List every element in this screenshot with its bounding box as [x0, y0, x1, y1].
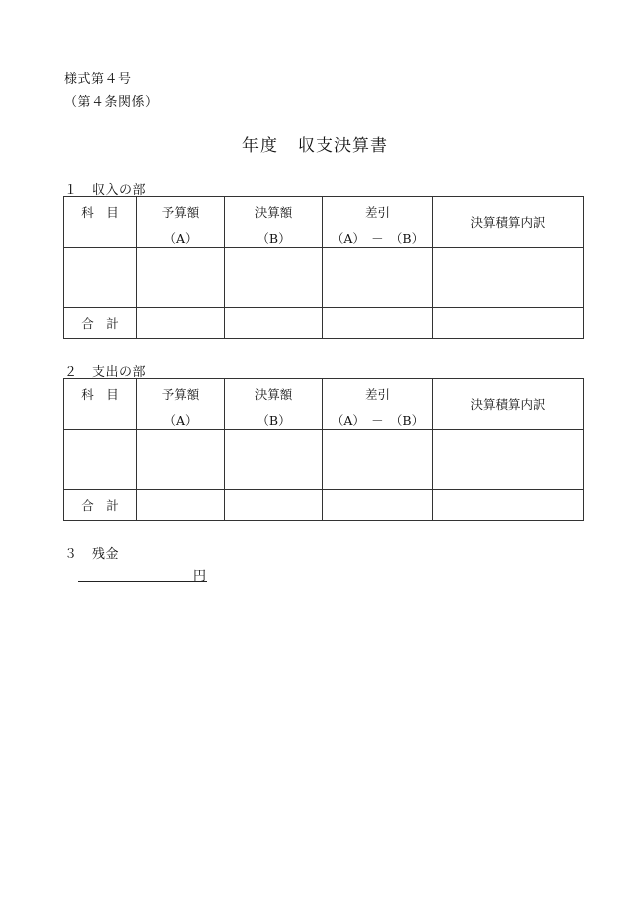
difference-cell[interactable]	[323, 430, 433, 490]
table-header-row	[64, 379, 584, 430]
total-label: 合 計	[64, 490, 137, 521]
total-row	[64, 308, 584, 339]
header-item: 科 目	[64, 197, 137, 248]
total-difference-cell[interactable]	[323, 490, 433, 521]
income-table	[63, 196, 584, 339]
header-budget	[137, 197, 225, 248]
form-relation: （第４条関係）	[64, 95, 159, 110]
header-breakdown: 決算積算内訳	[433, 197, 584, 248]
table-row	[64, 248, 584, 308]
header-budget-label: 予算額	[161, 387, 200, 402]
header-difference	[323, 379, 433, 430]
form-number: 様式第４号	[64, 72, 132, 87]
table-header-row	[64, 197, 584, 248]
section-number: ２	[64, 365, 78, 380]
header-difference-label: 差引	[364, 205, 390, 220]
remainder-section-heading	[64, 543, 119, 562]
header-budget-sub: （A）	[163, 413, 198, 428]
header-difference-label: 差引	[364, 387, 390, 402]
header-settled-label: 決算額	[254, 387, 293, 402]
total-row	[64, 490, 584, 521]
section-number: １	[64, 183, 78, 198]
header-difference-sub: （A） － （B）	[330, 413, 425, 428]
header-budget	[137, 379, 225, 430]
item-cell[interactable]	[64, 430, 137, 490]
header-difference-sub: （A） － （B）	[330, 231, 425, 246]
total-breakdown-cell[interactable]	[433, 308, 584, 339]
budget-cell[interactable]	[137, 430, 225, 490]
total-settled-cell[interactable]	[225, 490, 323, 521]
header-settled-sub: （B）	[256, 413, 291, 428]
difference-cell[interactable]	[323, 248, 433, 308]
total-breakdown-cell[interactable]	[433, 490, 584, 521]
header-breakdown: 決算積算内訳	[433, 379, 584, 430]
title-main: 収支決算書	[298, 136, 388, 156]
section-label: 残金	[92, 547, 120, 562]
header-settled	[225, 379, 323, 430]
budget-cell[interactable]	[137, 248, 225, 308]
header-budget-label: 予算額	[161, 205, 200, 220]
total-label: 合 計	[64, 308, 137, 339]
total-difference-cell[interactable]	[323, 308, 433, 339]
remainder-unit: 円	[193, 569, 207, 584]
settled-cell[interactable]	[225, 248, 323, 308]
section-label: 支出の部	[92, 365, 147, 380]
total-budget-cell[interactable]	[137, 490, 225, 521]
table-row	[64, 430, 584, 490]
header-settled-label: 決算額	[254, 205, 293, 220]
section-label: 収入の部	[92, 183, 147, 198]
breakdown-cell[interactable]	[433, 430, 584, 490]
header-settled	[225, 197, 323, 248]
header-item: 科 目	[64, 379, 137, 430]
title-year: 年度	[242, 136, 278, 156]
document-title	[0, 131, 630, 156]
breakdown-cell[interactable]	[433, 248, 584, 308]
item-cell[interactable]	[64, 248, 137, 308]
expense-table	[63, 378, 584, 521]
header-settled-sub: （B）	[256, 231, 291, 246]
remainder-amount-field[interactable]	[78, 565, 207, 582]
section-number: ３	[64, 547, 78, 562]
header-difference	[323, 197, 433, 248]
settled-cell[interactable]	[225, 430, 323, 490]
total-budget-cell[interactable]	[137, 308, 225, 339]
header-budget-sub: （A）	[163, 231, 198, 246]
total-settled-cell[interactable]	[225, 308, 323, 339]
